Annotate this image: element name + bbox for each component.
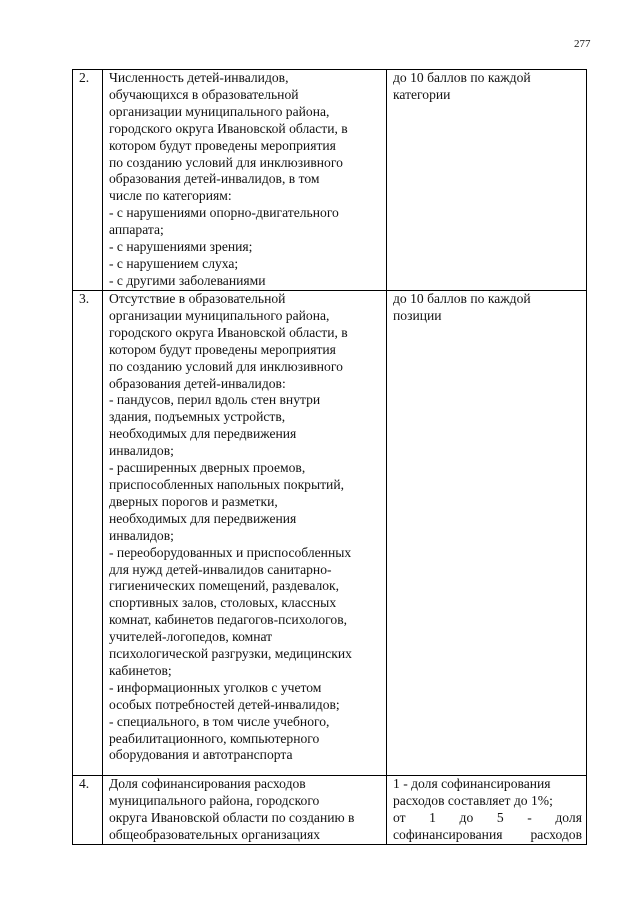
criterion-line: инвалидов; [109, 443, 174, 459]
criterion-line: - пандусов, перил вдоль стен внутри [109, 392, 321, 408]
criterion-line: образования детей-инвалидов: [109, 375, 286, 391]
criterion-line: Отсутствие в образовательной [109, 291, 286, 306]
criterion-line: особых потребностей детей-инвалидов; [109, 696, 340, 712]
criterion-line: по созданию условий для инклюзивного [109, 358, 343, 374]
score-line: до 10 баллов по каждой [393, 70, 531, 85]
score-line-justified [393, 827, 582, 844]
criterion-line: гигиенических помещений, раздевалок, [109, 578, 340, 594]
criterion-line: числе по категориям: [109, 188, 232, 204]
score-line-justified [393, 810, 582, 827]
criterion-line: - с другими заболеваниями [109, 272, 266, 288]
criterion-line: - с нарушением слуха; [109, 255, 239, 271]
criterion-line: обучающихся в образовательной [109, 86, 299, 102]
criterion-line: округа Ивановской области по созданию в [109, 809, 355, 825]
score-line: 1 - доля софинансирования [393, 776, 551, 791]
score-word: доля [555, 809, 582, 825]
criterion-line: муниципального района, городского [109, 792, 320, 808]
criterion-line: образования детей-инвалидов, в том [109, 171, 320, 187]
criterion-line: инвалидов; [109, 527, 174, 543]
criterion-cell [103, 291, 387, 776]
criterion-line: городского округа Ивановской области, в [109, 120, 348, 136]
score-line: позиции [393, 307, 442, 323]
criterion-line: - информационных уголков с учетом [109, 679, 322, 695]
criterion-line: психологической разгрузки, медицинских [109, 646, 352, 662]
criterion-line: организации муниципального района, [109, 307, 330, 323]
criterion-line: оборудования и автотранспорта [109, 747, 293, 763]
page-number: 277 [574, 38, 591, 50]
score-word: 1 [429, 809, 436, 825]
criterion-line: дверных порогов и разметки, [109, 493, 278, 509]
score-word: от [393, 809, 406, 825]
criterion-line: реабилитационного, компьютерного [109, 730, 320, 746]
criteria-table [72, 69, 587, 845]
criterion-line: Численность детей-инвалидов, [109, 70, 289, 85]
criterion-line: аппарата; [109, 222, 164, 238]
criterion-line: котором будут проведены мероприятия [109, 341, 336, 357]
criterion-line: для нужд детей-инвалидов санитарно- [109, 561, 332, 577]
criterion-line: - с нарушениями опорно-двигательного [109, 205, 339, 221]
criterion-cell [103, 776, 387, 845]
criterion-line: необходимых для передвижения [109, 510, 297, 526]
criterion-line: по созданию условий для инклюзивного [109, 154, 343, 170]
score-line: расходов составляет до 1%; [393, 792, 553, 808]
table-row [73, 70, 587, 291]
criterion-line: - переоборудованных и приспособленных [109, 544, 352, 560]
score-word: - [527, 809, 532, 825]
row-number: 3. [73, 291, 103, 776]
score-line: до 10 баллов по каждой [393, 291, 531, 306]
criterion-line: Доля софинансирования расходов [109, 776, 306, 791]
score-line: категории [393, 86, 451, 102]
criterion-line: кабинетов; [109, 662, 172, 678]
row-number: 2. [73, 70, 103, 291]
score-word: до [459, 809, 474, 825]
score-word: 5 [496, 809, 504, 825]
criterion-line: котором будут проведены мероприятия [109, 137, 336, 153]
score-cell [387, 70, 587, 291]
criterion-line: необходимых для передвижения [109, 426, 297, 442]
criterion-line: организации муниципального района, [109, 103, 330, 119]
score-cell [387, 291, 587, 776]
table-row [73, 291, 587, 776]
criterion-line: - расширенных дверных проемов, [109, 460, 306, 476]
criterion-line: здания, подъемных устройств, [109, 409, 286, 425]
criterion-line: - с нарушениями зрения; [109, 239, 253, 255]
score-word: расходов [530, 826, 582, 842]
criterion-line: спортивных залов, столовых, классных [109, 595, 337, 611]
criterion-cell [103, 70, 387, 291]
criterion-line: общеобразовательных организациях [109, 826, 321, 842]
criterion-line: городского округа Ивановской области, в [109, 324, 348, 340]
criterion-line: приспособленных напольных покрытий, [109, 476, 344, 492]
criterion-line: - специального, в том числе учебного, [109, 713, 330, 729]
criterion-line: учителей-логопедов, комнат [109, 629, 273, 645]
row-number: 4. [73, 776, 103, 845]
table-row [73, 776, 587, 845]
score-cell [387, 776, 587, 845]
score-word: софинансирования [393, 826, 503, 842]
criterion-line: комнат, кабинетов педагогов-психологов, [109, 612, 348, 628]
